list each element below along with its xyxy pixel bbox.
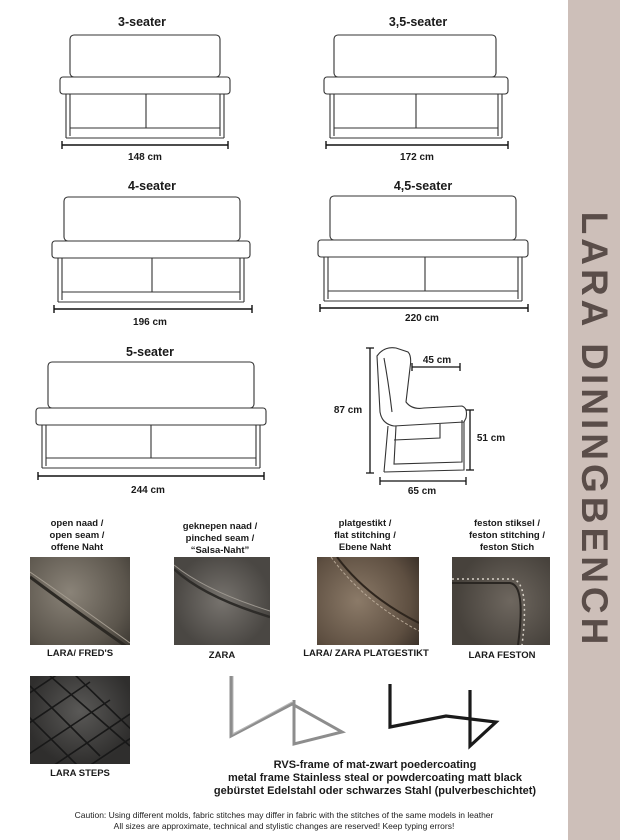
stitch-label-feston-stitching: feston stiksel / feston stitching / feston Stich bbox=[469, 518, 545, 553]
model-label-lara-steps: LARA STEPS bbox=[50, 768, 110, 779]
depth-dimension: 65 cm bbox=[407, 486, 437, 497]
bench-width-4: 196 cm bbox=[133, 317, 167, 328]
product-title: LARA DININGBENCH bbox=[574, 211, 615, 649]
bench-title-3-5: 3,5-seater bbox=[388, 15, 448, 29]
stitch-label-open-seam: open naad / open seam / offene Naht bbox=[49, 518, 105, 553]
model-label-feston: LARA FESTON bbox=[468, 650, 536, 661]
bench-width-4-5: 220 cm bbox=[405, 313, 439, 324]
bench-title-4: 4-seater bbox=[128, 179, 176, 193]
bench-width-5: 244 cm bbox=[131, 485, 165, 496]
bench-title-4-5: 4,5-seater bbox=[393, 179, 453, 193]
bench-title-3: 3-seater bbox=[118, 15, 166, 29]
frame-description: RVS-frame of mat-zwart poedercoating metal frame Stainless steal or powdercoating matt black gebürstet Edelstahl oder schwarzes Stahl (pulverbeschichtet) bbox=[213, 759, 537, 797]
model-label-zara: ZARA bbox=[208, 650, 236, 661]
model-label-platgestikt: LARA/ ZARA PLATGESTIKT bbox=[303, 648, 429, 659]
stitch-label-flat-stitching: platgestikt / flat stitching / Ebene Naht bbox=[334, 518, 396, 553]
bench-title-5: 5-seater bbox=[126, 345, 174, 359]
bench-width-3-5: 172 cm bbox=[400, 152, 434, 163]
stitch-label-pinched-seam: geknepen naad / pinched seam / “Salsa-Naht” bbox=[182, 521, 258, 556]
model-label-lara-freds: LARA/ FRED'S bbox=[46, 648, 114, 659]
seat-depth-dimension: 45 cm bbox=[422, 355, 452, 366]
seat-height-dimension: 51 cm bbox=[476, 433, 506, 444]
footer-note: Caution: Using different molds, fabric stitches may differ in fabric with the stitches of the same models in leather All sizes are approximate, technical and stylistic changes are reserved! Keep typing errors! bbox=[74, 810, 494, 831]
height-dimension: 87 cm bbox=[333, 405, 363, 416]
bench-width-3: 148 cm bbox=[128, 152, 162, 163]
